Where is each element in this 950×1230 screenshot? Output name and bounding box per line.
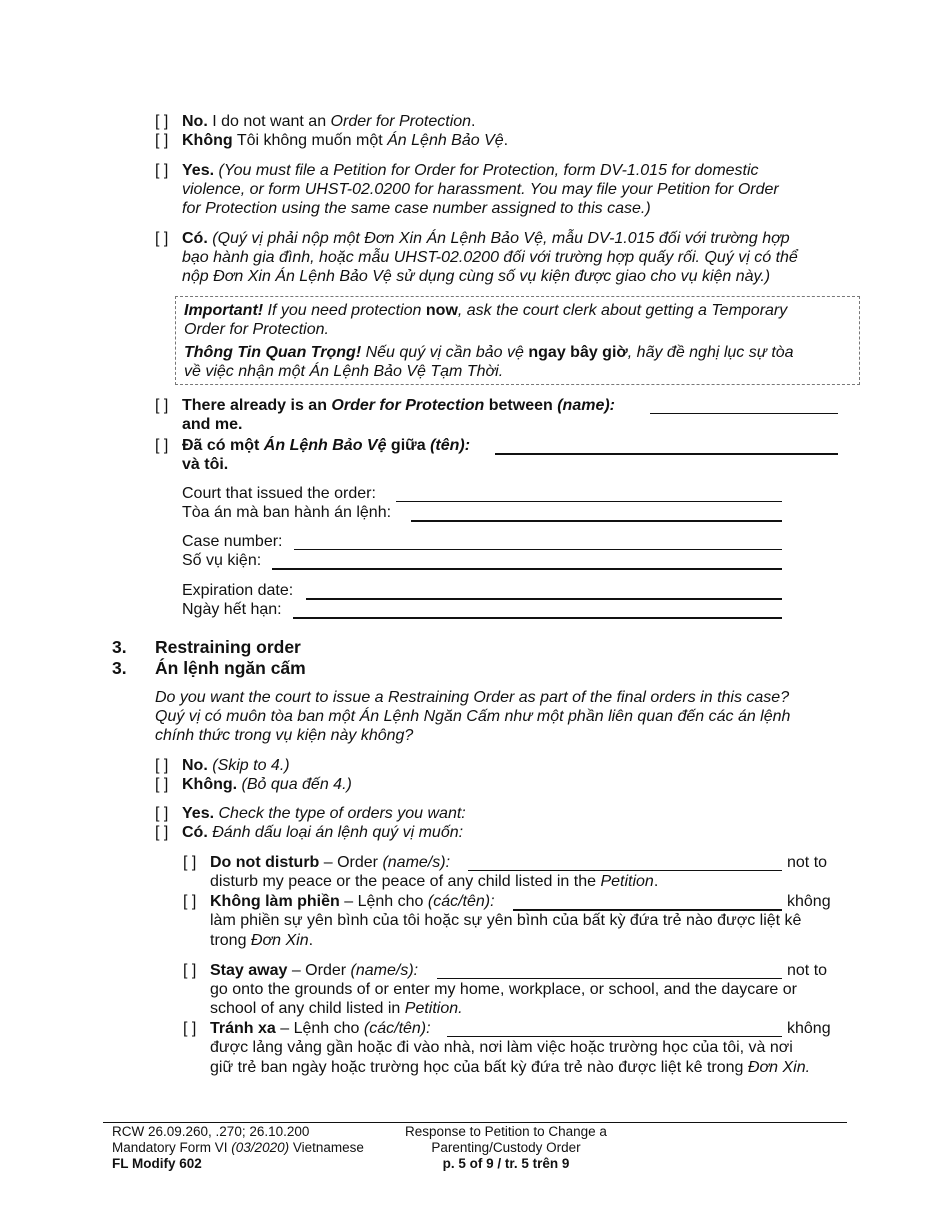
disturb-en: Do not disturb – Order (name/s): <box>210 854 451 871</box>
existing-order-en-line2: and me. <box>182 416 243 433</box>
away-name-vi-field[interactable] <box>447 1020 782 1037</box>
important-en-line2: Order for Protection. <box>184 321 329 338</box>
checkbox-existing-vi[interactable]: [ ] <box>155 437 169 454</box>
away-en-tail: not to <box>787 962 828 979</box>
existing-order-vi-line2: và tôi. <box>182 456 229 473</box>
exp-field-vi[interactable] <box>293 601 782 619</box>
away-vi: Tránh xa – Lệnh cho (các/tên): <box>210 1020 431 1037</box>
disturb-en-tail: not to <box>787 854 828 871</box>
s3-yes-en: Yes. Check the type of orders you want: <box>182 805 466 822</box>
option-yes-en-line2: violence, or form UHST-02.0200 for harassment. You may file your Petition for Order <box>182 181 779 198</box>
footer-form-id: FL Modify 602 <box>112 1156 202 1171</box>
checkbox-s3-no-en[interactable]: [ ] <box>155 757 169 774</box>
disturb-vi: Không làm phiền – Lệnh cho (các/tên): <box>210 893 495 910</box>
option-yes-en-line3: for Protection using the same case number assigned to this case.) <box>182 200 651 217</box>
footer-title-line2: Parenting/Custody Order <box>431 1140 581 1155</box>
court-field-en[interactable] <box>396 485 782 502</box>
case-field-vi[interactable] <box>272 552 782 570</box>
exp-label-en: Expiration date: <box>182 582 294 599</box>
footer-left <box>112 1124 364 1172</box>
option-yes-vi-line2: bạo hành gia đình, hoặc mẫu UHST-02.0200 đối với trường hợp quấy rối. Quý vị có thể <box>182 249 798 266</box>
option-yes-vi-line3: nộp Đơn Xin Án Lệnh Bảo Vệ sử dụng cùng số vụ kiện được giao cho vụ kiện này.) <box>182 268 771 285</box>
option-no-en: No. I do not want an Order for Protection. <box>182 113 476 130</box>
checkbox-disturb-en[interactable]: [ ] <box>183 854 197 871</box>
checkbox-s3-yes-vi[interactable]: [ ] <box>155 824 169 841</box>
section-3-number: 3. <box>112 637 127 657</box>
s3-no-vi: Không. (Bỏ qua đến 4.) <box>182 776 352 793</box>
s3-yes-vi: Có. Đánh dấu loại án lệnh quý vị muốn: <box>182 824 464 841</box>
footer-center <box>400 1124 612 1172</box>
important-vi-line2: về việc nhận một Án Lệnh Bảo Vệ Tạm Thời. <box>184 363 504 380</box>
checkbox-no-vi[interactable]: [ ] <box>155 132 169 149</box>
footer-page-number: p. 5 of 9 / tr. 5 trên 9 <box>442 1156 570 1171</box>
away-en-line2: go onto the grounds of or enter my home, workplace, or school, and the daycare or <box>210 981 797 998</box>
court-label-vi: Tòa án mà ban hành án lệnh: <box>182 504 392 521</box>
question-line-1: Do you want the court to issue a Restraining Order as part of the final orders in this case? <box>155 689 790 706</box>
s3-no-en: No. (Skip to 4.) <box>182 757 290 774</box>
away-name-en-field[interactable] <box>437 962 782 979</box>
question-line-3: chính thức trong vụ kiện này không? <box>155 727 414 744</box>
case-field-en[interactable] <box>294 533 782 550</box>
checkbox-away-en[interactable]: [ ] <box>183 962 197 979</box>
checkbox-existing-en[interactable]: [ ] <box>155 397 169 414</box>
away-en: Stay away – Order (name/s): <box>210 962 419 979</box>
disturb-name-en-field[interactable] <box>468 854 782 871</box>
disturb-name-vi-field[interactable] <box>513 893 782 911</box>
option-no-vi: Không Tôi không muốn một Án Lệnh Bảo Vệ. <box>182 132 509 149</box>
option-yes-vi: Có. (Quý vị phải nộp một Đơn Xin Án Lệnh Bảo Vệ, mẫu DV-1.015 đối với trường hợp <box>182 230 790 247</box>
checkbox-s3-yes-en[interactable]: [ ] <box>155 805 169 822</box>
court-label-en: Court that issued the order: <box>182 485 376 502</box>
question-line-2: Quý vị có muôn tòa ban một Án Lệnh Ngăn Cấm như một phần liên quan đến các án lệnh <box>155 708 791 725</box>
court-field-vi[interactable] <box>411 504 782 522</box>
checkbox-yes-vi[interactable]: [ ] <box>155 230 169 247</box>
case-label-vi: Số vụ kiện: <box>182 552 262 569</box>
away-vi-tail: không <box>787 1020 831 1037</box>
footer-form-version: Mandatory Form VI (03/2020) Vietnamese <box>112 1140 364 1155</box>
away-vi-line3: giữ trẻ ban ngày hoặc trường học của bất kỳ đứa trẻ nào được liệt kê trong Đơn Xin. <box>210 1059 811 1076</box>
away-en-line3: school of any child listed in Petition. <box>210 1000 463 1017</box>
existing-name-en-field[interactable] <box>650 397 838 414</box>
option-yes-en: Yes. (You must file a Petition for Order for Protection, form DV-1.015 for domestic <box>182 162 759 179</box>
important-vi: Thông Tin Quan Trọng! Nếu quý vị cần bảo vệ ngay bây giờ, hãy đề nghị lục sự tòa <box>184 344 794 361</box>
away-vi-line2: được lảng vảng gần hoặc đi vào nhà, nơi làm việc hoặc trường học của tôi, và nơi <box>210 1039 793 1056</box>
disturb-vi-line3: trong Đơn Xin. <box>210 932 314 949</box>
section-3-title-en: Restraining order <box>155 637 301 657</box>
exp-field-en[interactable] <box>306 582 782 600</box>
exp-label-vi: Ngày hết hạn: <box>182 601 282 618</box>
footer-statute: RCW 26.09.260, .270; 26.10.200 <box>112 1124 310 1139</box>
checkbox-no-en[interactable]: [ ] <box>155 113 169 130</box>
footer-divider <box>103 1122 847 1123</box>
case-label-en: Case number: <box>182 533 283 550</box>
disturb-vi-tail: không <box>787 893 831 910</box>
disturb-vi-line2: làm phiền sự yên bình của tôi hoặc sự yên bình của bất kỳ đứa trẻ nào được liệt kê <box>210 912 802 929</box>
disturb-en-line2: disturb my peace or the peace of any child listed in the Petition. <box>210 873 659 890</box>
checkbox-away-vi[interactable]: [ ] <box>183 1020 197 1037</box>
checkbox-yes-en[interactable]: [ ] <box>155 162 169 179</box>
footer-title-line1: Response to Petition to Change a <box>405 1124 607 1139</box>
checkbox-s3-no-vi[interactable]: [ ] <box>155 776 169 793</box>
checkbox-disturb-vi[interactable]: [ ] <box>183 893 197 910</box>
existing-order-en: There already is an Order for Protection between (name): <box>182 397 615 414</box>
section-3-number-vi: 3. <box>112 658 127 678</box>
section-3-title-vi: Án lệnh ngăn cấm <box>155 658 306 678</box>
existing-name-vi-field[interactable] <box>495 437 838 455</box>
important-en: Important! If you need protection now, ask the court clerk about getting a Temporary <box>184 302 788 319</box>
existing-order-vi: Đã có một Án Lệnh Bảo Vệ giữa (tên): <box>182 437 471 454</box>
